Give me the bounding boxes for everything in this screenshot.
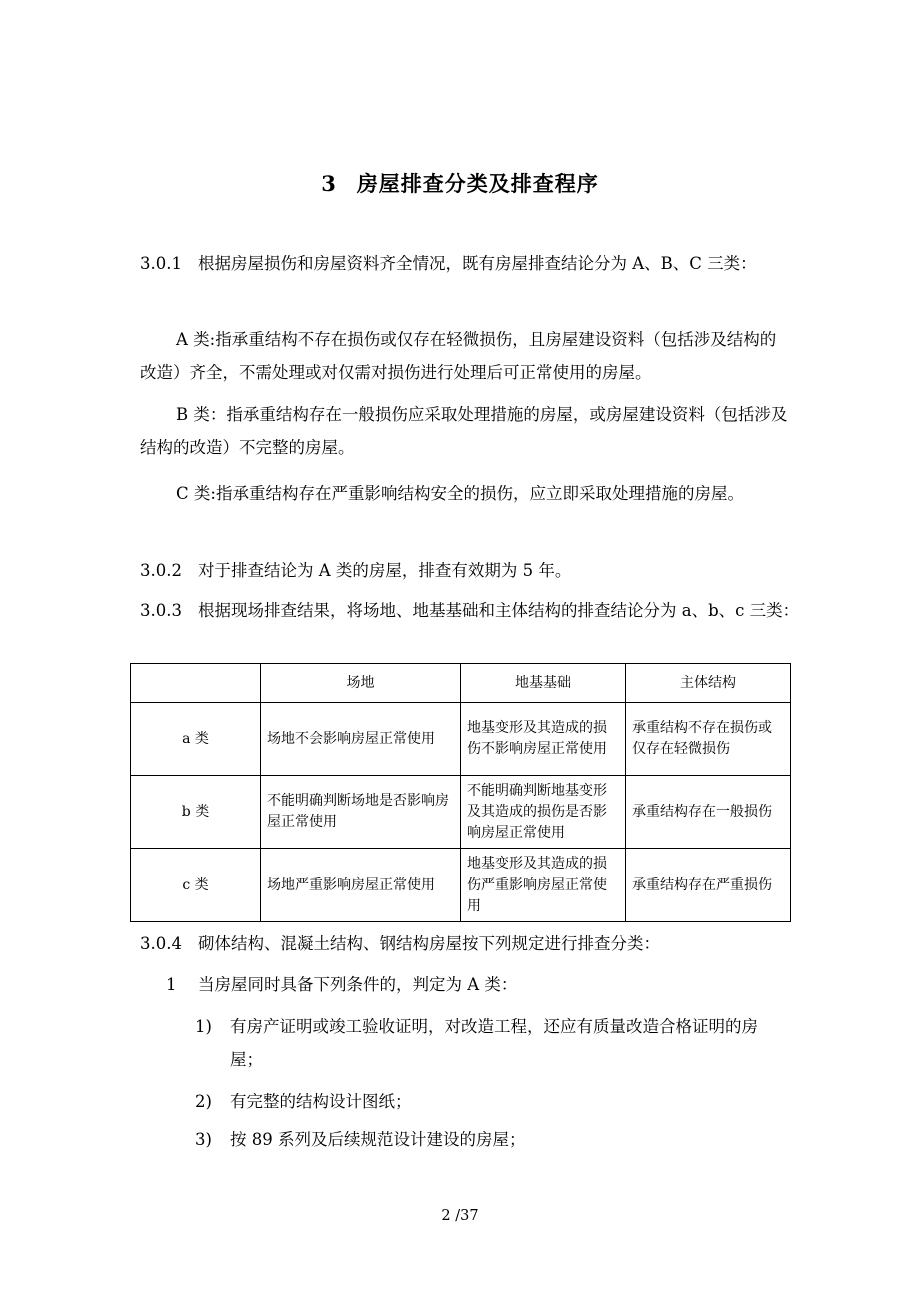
section-text: 根据现场排查结果，将场地、地基基础和主体结构的排查结论分为 a、b、c 三类： bbox=[198, 601, 800, 620]
row-label: a 类 bbox=[131, 703, 261, 776]
section-3-0-2 bbox=[140, 554, 830, 587]
current-page: 2 bbox=[441, 1208, 451, 1224]
table-header-row bbox=[131, 664, 791, 703]
sub-item-2 bbox=[195, 1085, 790, 1118]
sub-item-text: 有完整的结构设计图纸； bbox=[230, 1092, 412, 1111]
table-header-cell: 地基基础 bbox=[461, 664, 626, 703]
structure-cell: 承重结构存在一般损伤 bbox=[626, 776, 791, 849]
chapter-title-text: 房屋排查分类及排查程序 bbox=[356, 171, 599, 196]
section-text: 对于排查结论为 A 类的房屋，排查有效期为 5 年。 bbox=[198, 561, 572, 580]
sub-item-text: 按 89 系列及后续规范设计建设的房屋； bbox=[230, 1130, 526, 1149]
section-number: 3.0.2 bbox=[140, 561, 182, 580]
section-number: 3.0.3 bbox=[140, 601, 182, 620]
section-number: 3.0.4 bbox=[140, 934, 182, 953]
table-header-cell: 场地 bbox=[261, 664, 461, 703]
page-separator: / bbox=[455, 1208, 461, 1224]
row-label: b 类 bbox=[131, 776, 261, 849]
sub-item-1 bbox=[195, 1010, 790, 1076]
section-text: 根据房屋损伤和房屋资料齐全情况，既有房屋排查结论分为 A、B、C 三类： bbox=[198, 254, 757, 273]
section-3-0-1 bbox=[140, 247, 830, 280]
class-a-label: A 类: bbox=[176, 330, 216, 349]
class-c-text: 指承重结构存在严重影响结构安全的损伤，应立即采取处理措施的房屋。 bbox=[215, 484, 744, 503]
foundation-cell: 地基变形及其造成的损伤不影响房屋正常使用 bbox=[461, 703, 626, 776]
classification-table bbox=[130, 663, 791, 922]
class-b-definition bbox=[140, 398, 790, 464]
sub-item-number: 1) bbox=[195, 1017, 212, 1036]
class-a-text: 指承重结构不存在损伤或仅存在轻微损伤，且房屋建设资料（包括涉及结构的改造）齐全，不需处理或对仅需对损伤进行处理后可正常使用的房屋。 bbox=[140, 330, 777, 382]
section-3-0-3 bbox=[140, 594, 830, 627]
structure-cell: 承重结构存在严重损伤 bbox=[626, 849, 791, 922]
page-number-footer bbox=[0, 1208, 920, 1224]
chapter-number: 3 bbox=[321, 171, 337, 196]
row-label: c 类 bbox=[131, 849, 261, 922]
class-b-text: 指承重结构存在一般损伤应采取处理措施的房屋，或房屋建设资料（包括涉及结构的改造）不完整的房屋。 bbox=[140, 405, 788, 457]
class-c-definition bbox=[140, 477, 790, 510]
class-b-label: B 类： bbox=[176, 405, 227, 424]
site-cell: 场地严重影响房屋正常使用 bbox=[261, 849, 461, 922]
table-header-cell: 主体结构 bbox=[626, 664, 791, 703]
table-row bbox=[131, 776, 791, 849]
section-number: 3.0.1 bbox=[140, 254, 182, 273]
structure-cell: 承重结构不存在损伤或仅存在轻微损伤 bbox=[626, 703, 791, 776]
sub-item-number: 2) bbox=[195, 1092, 212, 1111]
section-text: 砌体结构、混凝土结构、钢结构房屋按下列规定进行排查分类： bbox=[198, 934, 660, 953]
sub-item-number: 3) bbox=[195, 1130, 212, 1149]
foundation-cell: 不能明确判断地基变形及其造成的损伤是否影响房屋正常使用 bbox=[461, 776, 626, 849]
class-c-label: C 类: bbox=[176, 484, 216, 503]
list-item-1 bbox=[166, 968, 790, 1001]
chapter-title bbox=[0, 168, 920, 198]
table-row bbox=[131, 849, 791, 922]
list-item-text: 当房屋同时具备下列条件的，判定为 A 类： bbox=[198, 975, 518, 994]
class-a-definition bbox=[140, 323, 790, 389]
sub-item-text: 有房产证明或竣工验收证明，对改造工程，还应有质量改造合格证明的房屋； bbox=[230, 1017, 758, 1069]
foundation-cell: 地基变形及其造成的损伤严重影响房屋正常使用 bbox=[461, 849, 626, 922]
sub-item-3 bbox=[195, 1123, 790, 1156]
section-3-0-4 bbox=[140, 927, 830, 960]
site-cell: 不能明确判断场地是否影响房屋正常使用 bbox=[261, 776, 461, 849]
table-row bbox=[131, 703, 791, 776]
total-pages: 37 bbox=[460, 1208, 479, 1224]
site-cell: 场地不会影响房屋正常使用 bbox=[261, 703, 461, 776]
table-header-cell bbox=[131, 664, 261, 703]
list-item-number: 1 bbox=[166, 975, 177, 994]
